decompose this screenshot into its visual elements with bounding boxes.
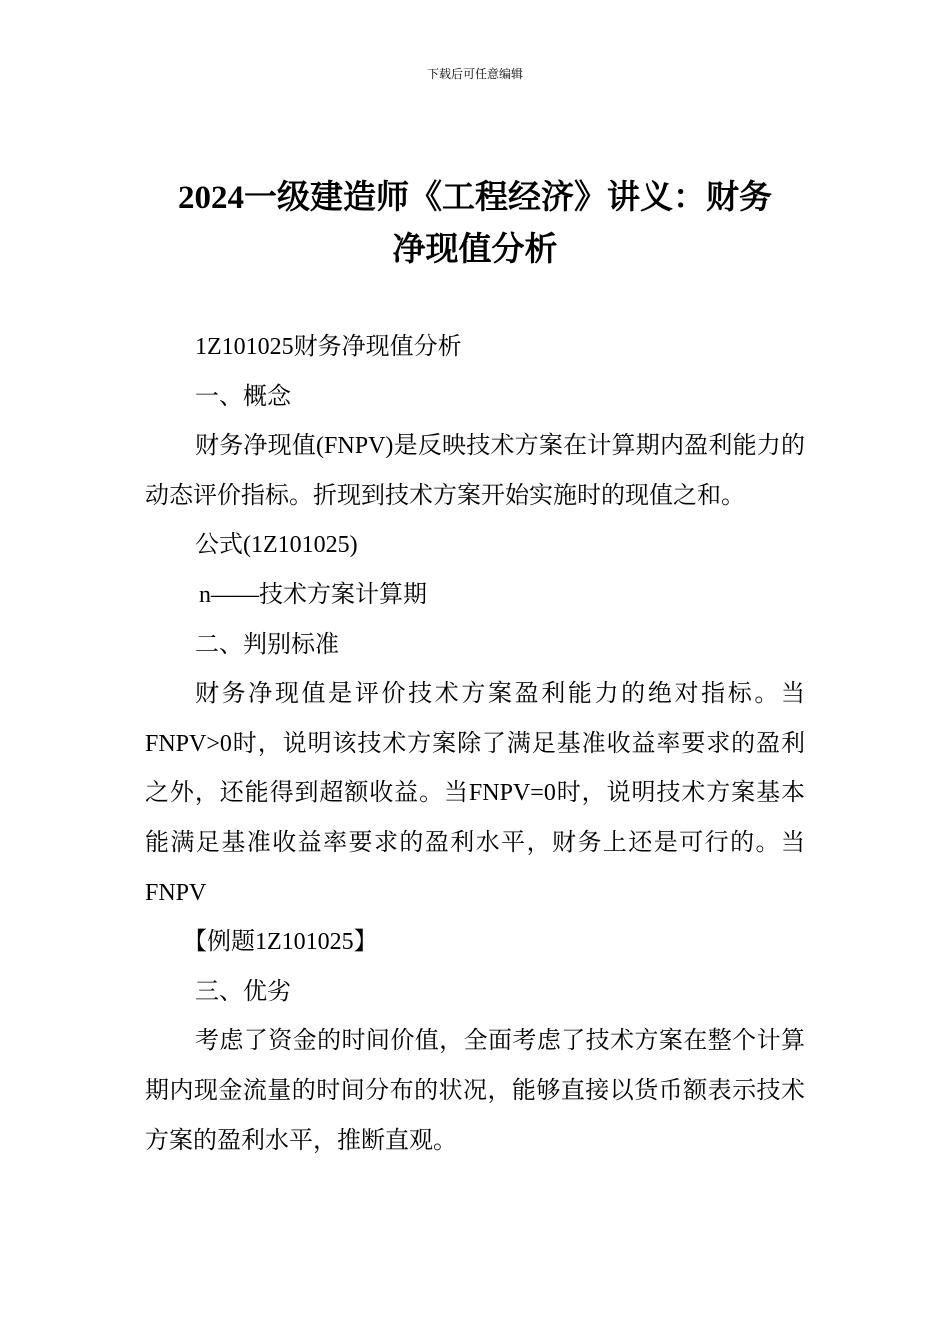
document-body (145, 323, 805, 1166)
heading-criteria: 二、判别标准 (195, 631, 339, 658)
example-reference: 【例题1Z101025】 (183, 929, 378, 956)
section-code: 1Z101025财务净现值分析 (195, 334, 462, 360)
paragraph-concept: 财务净现值(FNPV)是反映技术方案在计算期内盈利能力的动态评价指标。折现到技术方案开始实施时的现值之和。 (145, 433, 805, 509)
paragraph-criteria: 财务净现值是评价技术方案盈利能力的绝对指标。当FNPV>0时，说明该技术方案除了满足基准收益率要求的盈利之外，还能得到超额收益。当FNPV=0时，说明技术方案基本能满足基准收益率要求的盈利水平，财务上还是可行的。当FNPV (145, 681, 805, 906)
title-line-1: 2024一级建造师《工程经济》讲义：财务 (178, 180, 772, 216)
heading-pros-cons: 三、优劣 (195, 978, 291, 1005)
heading-concept: 一、概念 (195, 383, 291, 410)
formula-reference: 公式(1Z101025) (195, 532, 358, 559)
title-line-2: 净现值分析 (392, 232, 558, 268)
paragraph-pros-cons: 考虑了资金的时间价值，全面考虑了技术方案在整个计算期内现金流量的时间分布的状况，能够直接以货币额表示技术方案的盈利水平，推断直观。 (145, 1028, 805, 1154)
n-definition: n——技术方案计算期 (199, 581, 427, 608)
header-note: 下载后可任意编辑 (426, 67, 523, 81)
document-title (140, 172, 810, 276)
